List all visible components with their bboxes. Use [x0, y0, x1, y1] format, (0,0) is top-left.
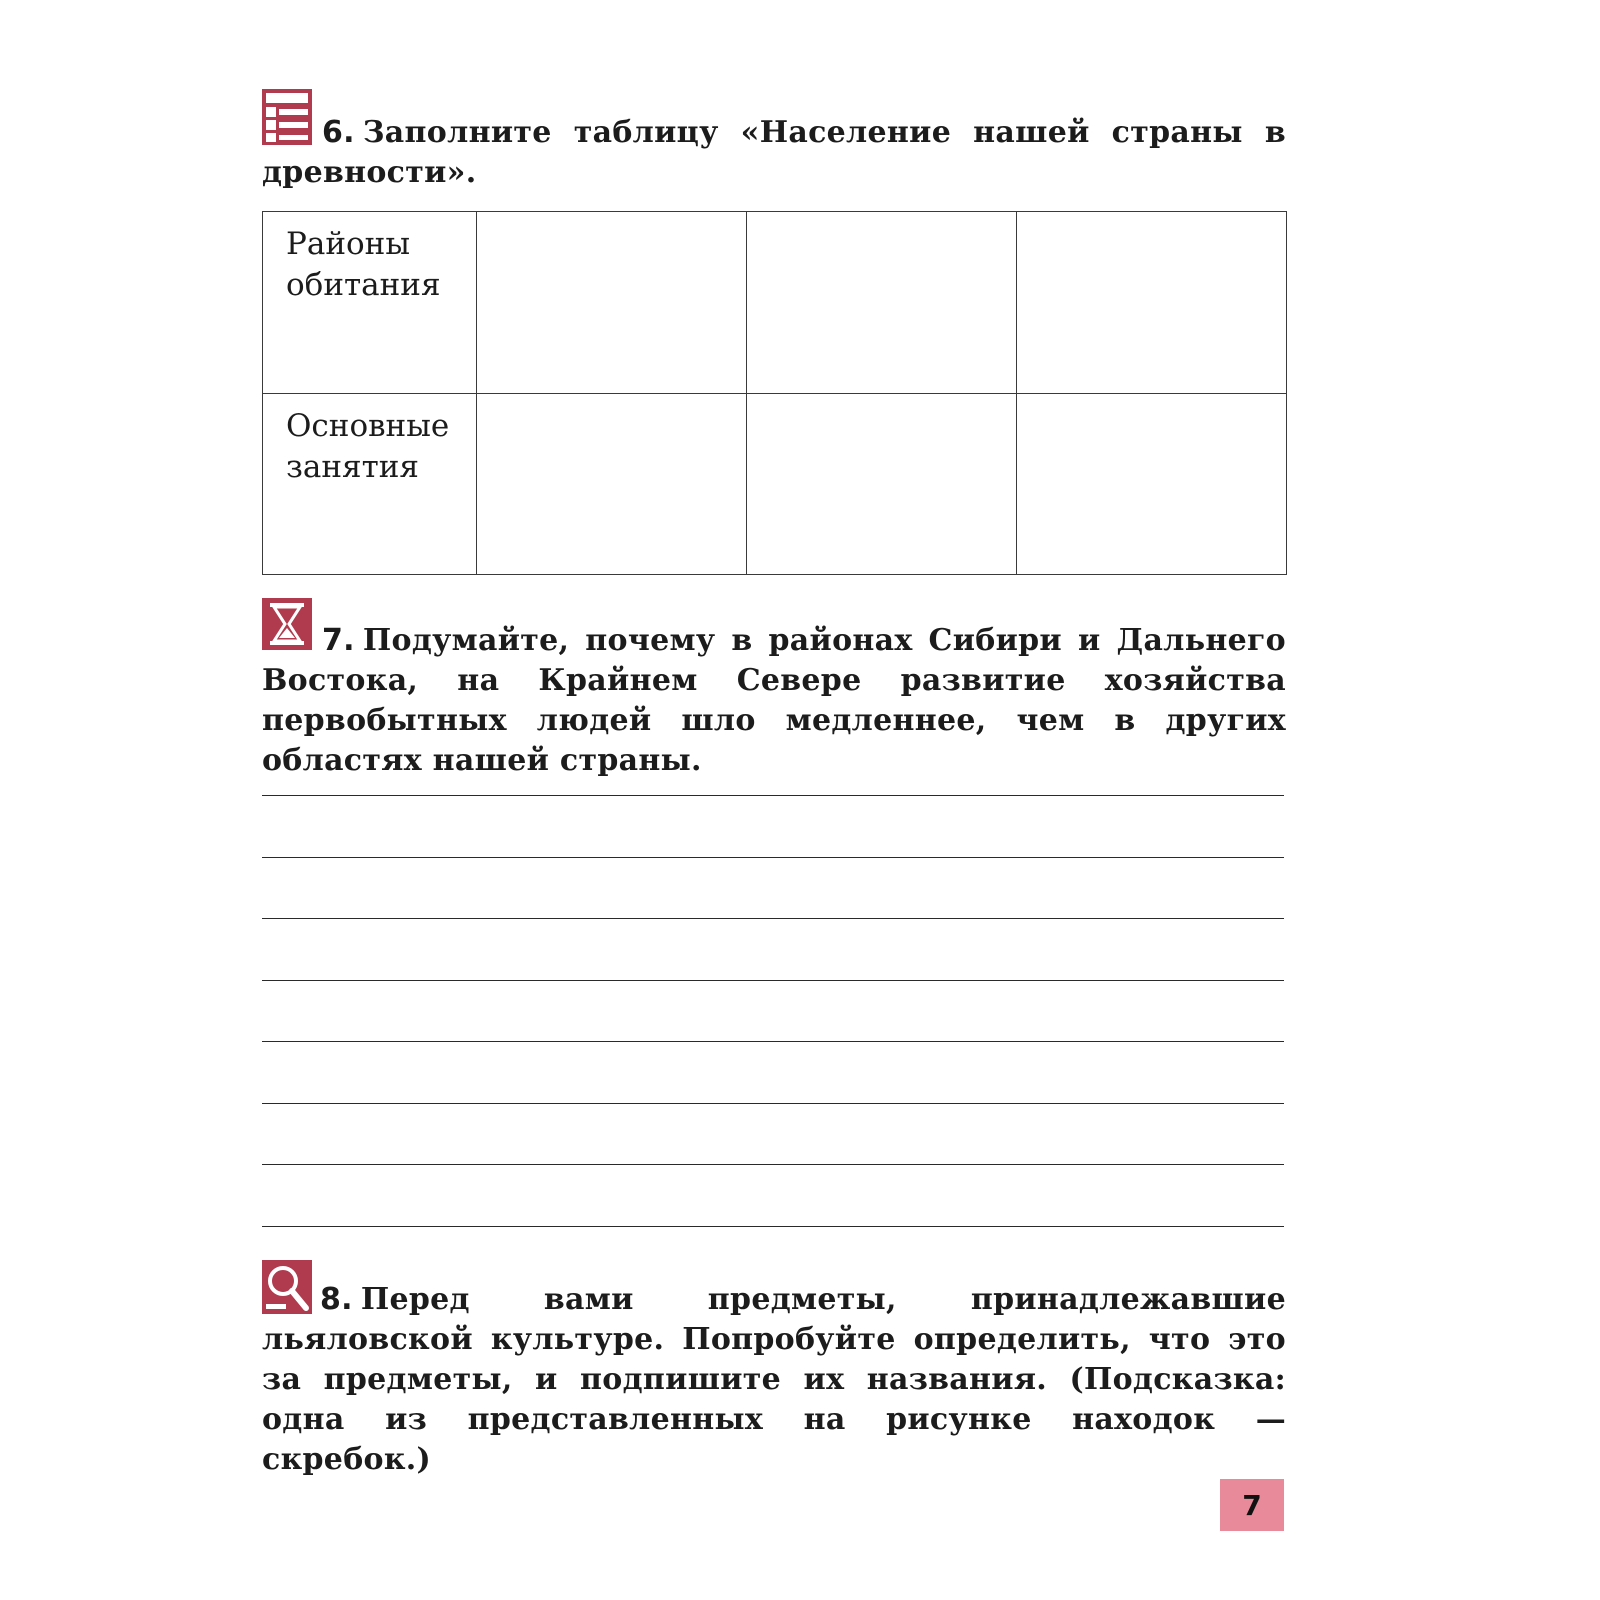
answer-line[interactable] [262, 857, 1284, 858]
page-number: 7 [1220, 1479, 1284, 1531]
task-6 [262, 113, 1286, 193]
task-8 [262, 1280, 1286, 1480]
table-row [263, 393, 1287, 575]
population-table [262, 211, 1287, 575]
task-6-text: Заполните таблицу «Население нашей страны в древности». [262, 115, 1286, 190]
answer-line[interactable] [262, 918, 1284, 919]
task-6-number: 6. [322, 115, 355, 150]
table-cell[interactable] [747, 212, 1017, 394]
table-row [263, 212, 1287, 394]
answer-line[interactable] [262, 795, 1284, 796]
task-8-text: Перед вами предметы, принадлежавшие льяловской культуре. Попробуйте определить, что это за предметы, и подпишите их названия. (Подсказка: одна из представленных на рисунке находок — скребок.) [262, 1282, 1286, 1477]
task-7-number: 7. [322, 623, 355, 658]
answer-line[interactable] [262, 1041, 1284, 1042]
table-cell[interactable] [1017, 393, 1287, 575]
row-label-habitat: Районы обитания [263, 212, 477, 394]
task-7-text: Подумайте, почему в районах Сибири и Дальнего Востока, на Крайнем Севере развитие хозяйства первобытных людей шло медленнее, чем в других областях нашей страны. [262, 623, 1286, 778]
answer-line[interactable] [262, 1103, 1284, 1104]
table-cell[interactable] [477, 393, 747, 575]
table-cell[interactable] [477, 212, 747, 394]
answer-line[interactable] [262, 1164, 1284, 1165]
row-label-occupations: Основные занятия [263, 393, 477, 575]
answer-line[interactable] [262, 980, 1284, 981]
table-cell[interactable] [1017, 212, 1287, 394]
answer-line[interactable] [262, 1226, 1284, 1227]
task-8-number: 8. [320, 1282, 353, 1317]
task-7 [262, 621, 1286, 781]
table-cell[interactable] [747, 393, 1017, 575]
